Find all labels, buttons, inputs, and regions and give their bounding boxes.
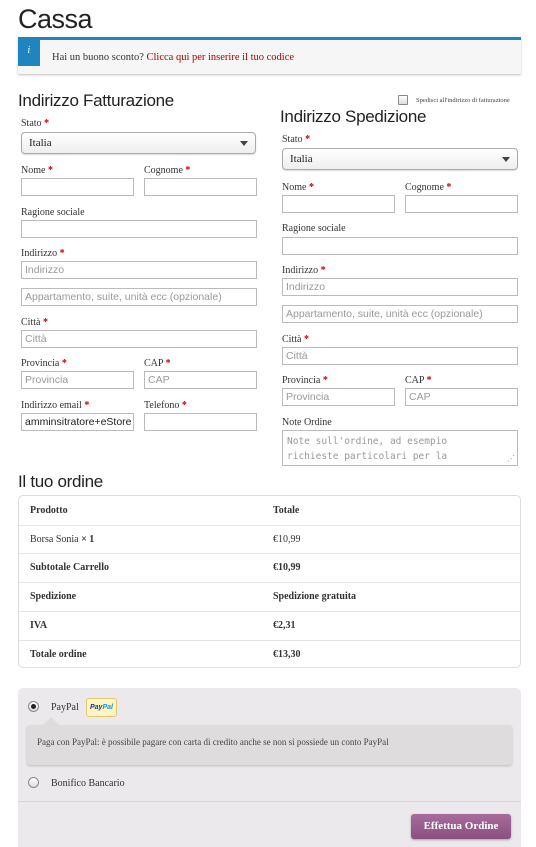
billing-company-label: Ragione sociale: [21, 207, 85, 218]
shipping-city-label: Città *: [282, 334, 309, 345]
subtotal-label: Subtotale Carrello: [30, 562, 109, 573]
ship-to-billing-label: Spedisci all'indirizzo di fatturazione: [416, 97, 510, 104]
order-notes-placeholder-line1: Note sull'ordine, ad esempio: [287, 436, 448, 447]
item-name: Borsa Sonia × 1: [30, 534, 95, 545]
bank-transfer-radio[interactable]: [28, 777, 39, 788]
ship-to-billing-checkbox[interactable]: [398, 95, 408, 105]
billing-address2-input[interactable]: Appartamento, suite, unità ecc (opzionale): [21, 288, 257, 306]
tax-label: IVA: [30, 620, 48, 631]
shipping-city-input[interactable]: Città: [282, 347, 518, 365]
shipping-state-label: Provincia *: [282, 375, 328, 386]
shipping-address2-input[interactable]: Appartamento, suite, unità ecc (opzionale): [282, 305, 518, 323]
table-row: [19, 640, 520, 668]
coupon-notice: [18, 37, 521, 74]
table-row: [19, 611, 520, 640]
table-row: [19, 525, 520, 553]
billing-address-input[interactable]: Indirizzo: [21, 261, 257, 279]
chevron-down-icon: [240, 141, 248, 146]
billing-state-input[interactable]: Provincia: [21, 371, 134, 389]
billing-first-name-input[interactable]: [21, 178, 134, 196]
billing-postcode-input[interactable]: CAP: [144, 371, 257, 389]
shipping-country-value: Italia: [290, 153, 313, 165]
shipping-company-label: Ragione sociale: [282, 223, 346, 234]
order-title: Il tuo ordine: [18, 472, 103, 491]
order-total-value: €13,30: [273, 649, 301, 660]
billing-city-input[interactable]: Città: [21, 330, 257, 348]
billing-title: Indirizzo Fatturazione: [18, 91, 174, 110]
billing-address-label: Indirizzo *: [21, 248, 65, 259]
paypal-description-box: [27, 725, 512, 765]
shipping-address-label: Indirizzo *: [282, 265, 326, 276]
billing-first-name-label: Nome *: [21, 165, 53, 176]
billing-email-input[interactable]: amminsitratore+eStore: [21, 413, 134, 431]
shipping-postcode-input[interactable]: CAP: [405, 388, 518, 406]
shipping-country-label: Stato *: [282, 134, 311, 145]
paypal-radio[interactable]: [28, 701, 39, 712]
shipping-country-select[interactable]: [282, 148, 518, 170]
shipping-address-input[interactable]: Indirizzo: [282, 278, 518, 296]
tax-value: €2,31: [273, 620, 296, 631]
shipping-last-name-label: Cognome *: [405, 182, 452, 193]
order-notes-placeholder-line2: richieste particolari per la: [287, 451, 448, 462]
shipping-title: Indirizzo Spedizione: [280, 107, 427, 126]
billing-last-name-label: Cognome *: [144, 165, 191, 176]
table-row: [19, 553, 520, 582]
shipping-label: Spedizione: [30, 591, 77, 602]
page-title: Cassa: [18, 4, 93, 34]
divider: [18, 801, 521, 802]
billing-company-input[interactable]: [21, 220, 257, 238]
billing-postcode-label: CAP *: [144, 358, 171, 369]
shipping-last-name-input[interactable]: [405, 195, 518, 213]
subtotal-value: €10,99: [273, 562, 301, 573]
chevron-down-icon: [502, 157, 510, 162]
shipping-first-name-input[interactable]: [282, 195, 395, 213]
billing-email-label: Indirizzo email *: [21, 400, 90, 411]
resize-grip-icon[interactable]: ⋰: [507, 454, 515, 463]
shipping-first-name-label: Nome *: [282, 182, 314, 193]
shipping-state-input[interactable]: Provincia: [282, 388, 395, 406]
coupon-link[interactable]: Clicca qui per inserire il tuo codice: [146, 52, 295, 63]
order-total-label: Totale ordine: [30, 649, 87, 660]
payment-section: [18, 688, 521, 847]
coupon-notice-text: [52, 52, 294, 63]
paypal-logo: PayPal: [86, 698, 117, 717]
shipping-value: Spedizione gratuita: [273, 591, 357, 602]
header-total: Totale: [273, 505, 300, 516]
coupon-question: Hai un buono sconto?: [52, 52, 144, 63]
billing-state-label: Provincia *: [21, 358, 67, 369]
shipping-company-input[interactable]: [282, 237, 518, 255]
order-notes-textarea[interactable]: [282, 430, 518, 466]
shipping-postcode-label: CAP *: [405, 375, 432, 386]
billing-last-name-input[interactable]: [144, 178, 257, 196]
order-notes-label: Note Ordine: [282, 417, 332, 428]
billing-country-select[interactable]: [21, 132, 256, 154]
item-total: €10,99: [273, 534, 301, 545]
paypal-description: Paga con PayPal: è possibile pagare con carta di credito anche se non si possiede un conto PayPal: [37, 737, 389, 747]
info-icon: i: [18, 37, 40, 66]
bank-transfer-label[interactable]: Bonifico Bancario: [51, 778, 125, 789]
paypal-label[interactable]: PayPal: [51, 702, 79, 713]
billing-phone-input[interactable]: [144, 413, 257, 431]
order-review-table: [18, 495, 521, 668]
place-order-button[interactable]: Effettua Ordine: [411, 814, 511, 839]
table-row: [19, 496, 520, 525]
billing-country-value: Italia: [29, 137, 52, 149]
header-product: Prodotto: [30, 505, 68, 516]
billing-country-label: Stato *: [21, 118, 50, 129]
billing-phone-label: Telefono *: [144, 400, 187, 411]
billing-city-label: Città *: [21, 317, 48, 328]
table-row: [19, 582, 520, 611]
